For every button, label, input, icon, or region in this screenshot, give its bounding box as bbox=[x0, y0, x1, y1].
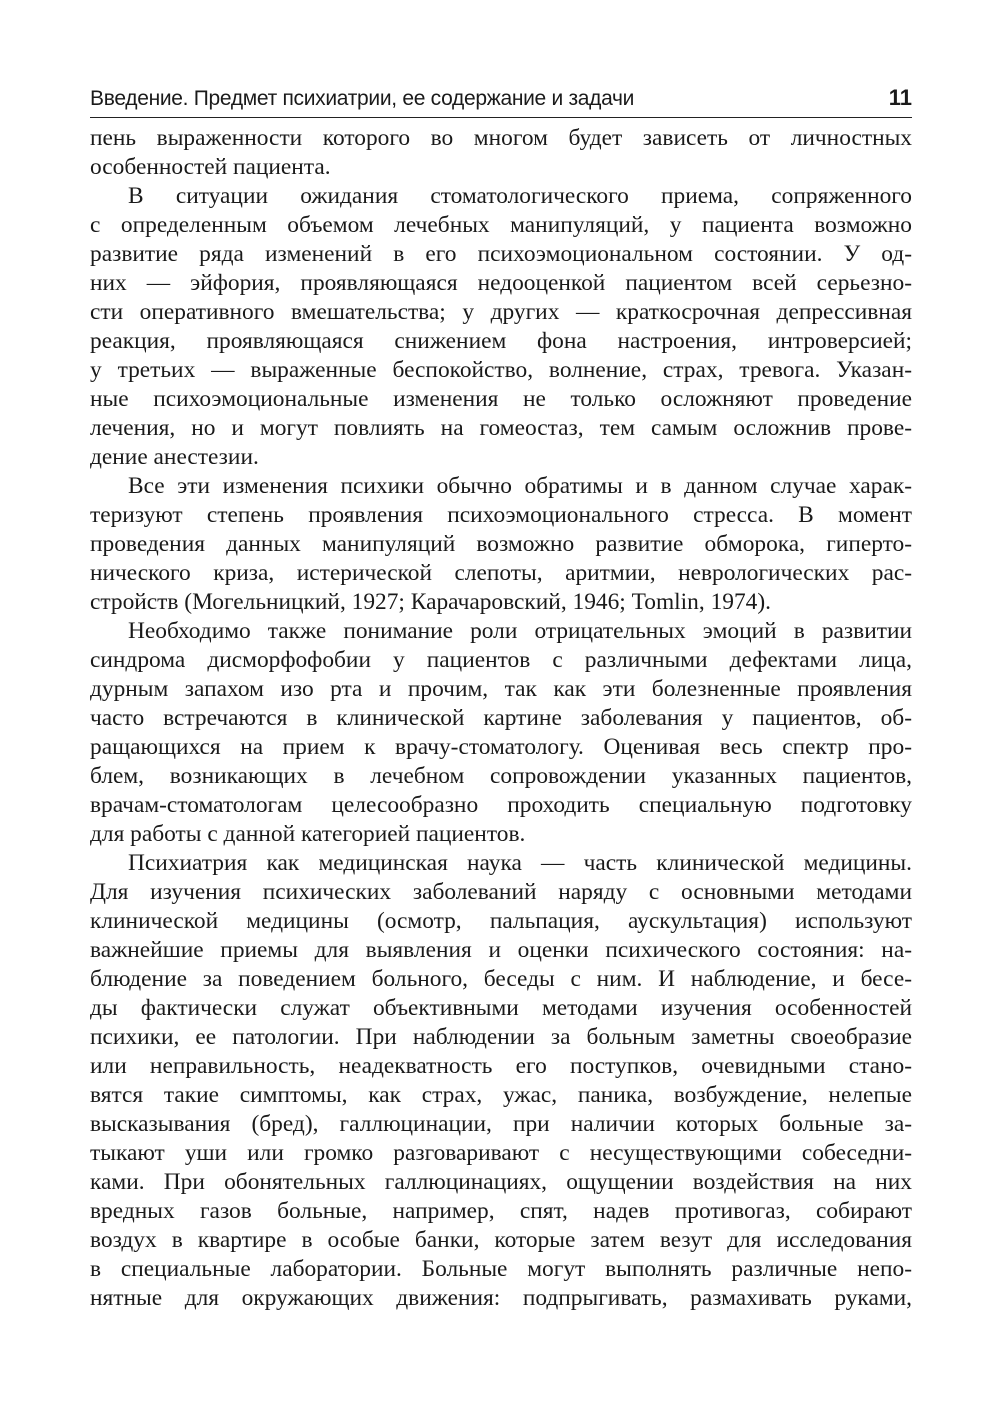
text-line: ками. При обонятельных галлюцинациях, ощущении воздействия на них bbox=[90, 1169, 912, 1195]
running-title: Введение. Предмет психиатрии, ее содержание и задачи bbox=[90, 87, 635, 110]
text-line: пень выраженности которого во многом будет зависеть от личностных bbox=[90, 125, 912, 151]
paragraph bbox=[90, 849, 912, 1313]
text-line: Все эти изменения психики обычно обратимы и в данном случае харак- bbox=[128, 473, 912, 499]
text-line: них — эйфория, проявляющаяся недооценкой пациентом всей серьезно- bbox=[90, 270, 912, 296]
text-line: синдрома дисморфофобии у пациентов с различными дефектами лица, bbox=[90, 647, 912, 673]
text-line: стройств (Могельницкий, 1927; Карачаровский, 1946; Tomlin, 1974). bbox=[90, 589, 771, 615]
text-line: у третьих — выраженные беспокойство, волнение, страх, тревога. Указан- bbox=[90, 357, 912, 383]
paragraph bbox=[90, 182, 912, 472]
text-line: нятные для окружающих движения: подпрыгивать, размахивать руками, bbox=[90, 1285, 912, 1311]
body-text bbox=[90, 124, 912, 1313]
text-line: проведения данных манипуляций возможно развитие обморока, гиперто- bbox=[90, 531, 912, 557]
text-line: ные психоэмоциональные изменения не только осложняют проведение bbox=[90, 386, 912, 412]
text-line: или неправильность, неадекватность его поступков, очевидными стано- bbox=[90, 1053, 912, 1079]
text-line: реакция, проявляющаяся снижением фона настроения, интроверсией; bbox=[90, 328, 912, 354]
text-line: воздух в квартире в особые банки, которые затем везут для исследования bbox=[90, 1227, 912, 1253]
text-line: в специальные лаборатории. Больные могут выполнять различные непо- bbox=[90, 1256, 912, 1282]
text-line: развитие ряда изменений в его психоэмоциональном состоянии. У од- bbox=[90, 241, 912, 267]
text-line: тыкают уши или громко разговаривают с несуществующими собеседни- bbox=[90, 1140, 912, 1166]
page-number: 11 bbox=[888, 85, 912, 110]
text-line: Для изучения психических заболеваний наряду с основными методами bbox=[90, 879, 912, 905]
text-line: психики, ее патологии. При наблюдении за больным заметны своеобразие bbox=[90, 1024, 912, 1050]
running-header bbox=[90, 84, 912, 118]
text-line: вредных газов больные, например, спят, надев противогаз, собирают bbox=[90, 1198, 912, 1224]
text-line: особенностей пациента. bbox=[90, 154, 331, 180]
text-line: теризуют степень проявления психоэмоционального стресса. В момент bbox=[90, 502, 912, 528]
text-line: дурным запахом изо рта и прочим, так как эти болезненные проявления bbox=[90, 676, 912, 702]
text-line: вятся такие симптомы, как страх, ужас, паника, возбуждение, нелепые bbox=[90, 1082, 912, 1108]
text-line: Необходимо также понимание роли отрицательных эмоций в развитии bbox=[128, 618, 912, 644]
text-line: нического криза, истерической слепоты, аритмии, неврологических рас- bbox=[90, 560, 912, 586]
paragraph bbox=[90, 472, 912, 617]
text-line: с определенным объемом лечебных манипуляций, у пациента возможно bbox=[90, 212, 912, 238]
text-line: блем, возникающих в лечебном сопровождении указанных пациентов, bbox=[90, 763, 912, 789]
text-line: клинической медицины (осмотр, пальпация, аускультация) используют bbox=[90, 908, 912, 934]
text-line: важнейшие приемы для выявления и оценки психического состояния: на- bbox=[90, 937, 912, 963]
text-line: лечения, но и могут повлиять на гомеостаз, тем самым осложнив прове- bbox=[90, 415, 912, 441]
text-line: В ситуации ожидания стоматологического приема, сопряженного bbox=[128, 183, 912, 209]
paragraph bbox=[90, 617, 912, 849]
text-line: Психиатрия как медицинская наука — часть клинической медицины. bbox=[128, 850, 912, 876]
text-line: для работы с данной категорией пациентов. bbox=[90, 821, 526, 847]
text-line: ращающихся на прием к врачу-стоматологу. Оценивая весь спектр про- bbox=[90, 734, 912, 760]
text-line: высказывания (бред), галлюцинации, при наличии которых больные за- bbox=[90, 1111, 912, 1137]
text-line: часто встречаются в клинической картине заболевания у пациентов, об- bbox=[90, 705, 912, 731]
text-line: дение анестезии. bbox=[90, 444, 259, 470]
text-line: ды фактически служат объективными методами изучения особенностей bbox=[90, 995, 912, 1021]
book-page bbox=[90, 84, 912, 1313]
text-line: сти оперативного вмешательства; у других — краткосрочная депрессивная bbox=[90, 299, 912, 325]
text-line: врачам-стоматологам целесообразно проходить специальную подготовку bbox=[90, 792, 912, 818]
paragraph bbox=[90, 124, 912, 182]
text-line: блюдение за поведением больного, беседы с ним. И наблюдение, и бесе- bbox=[90, 966, 912, 992]
